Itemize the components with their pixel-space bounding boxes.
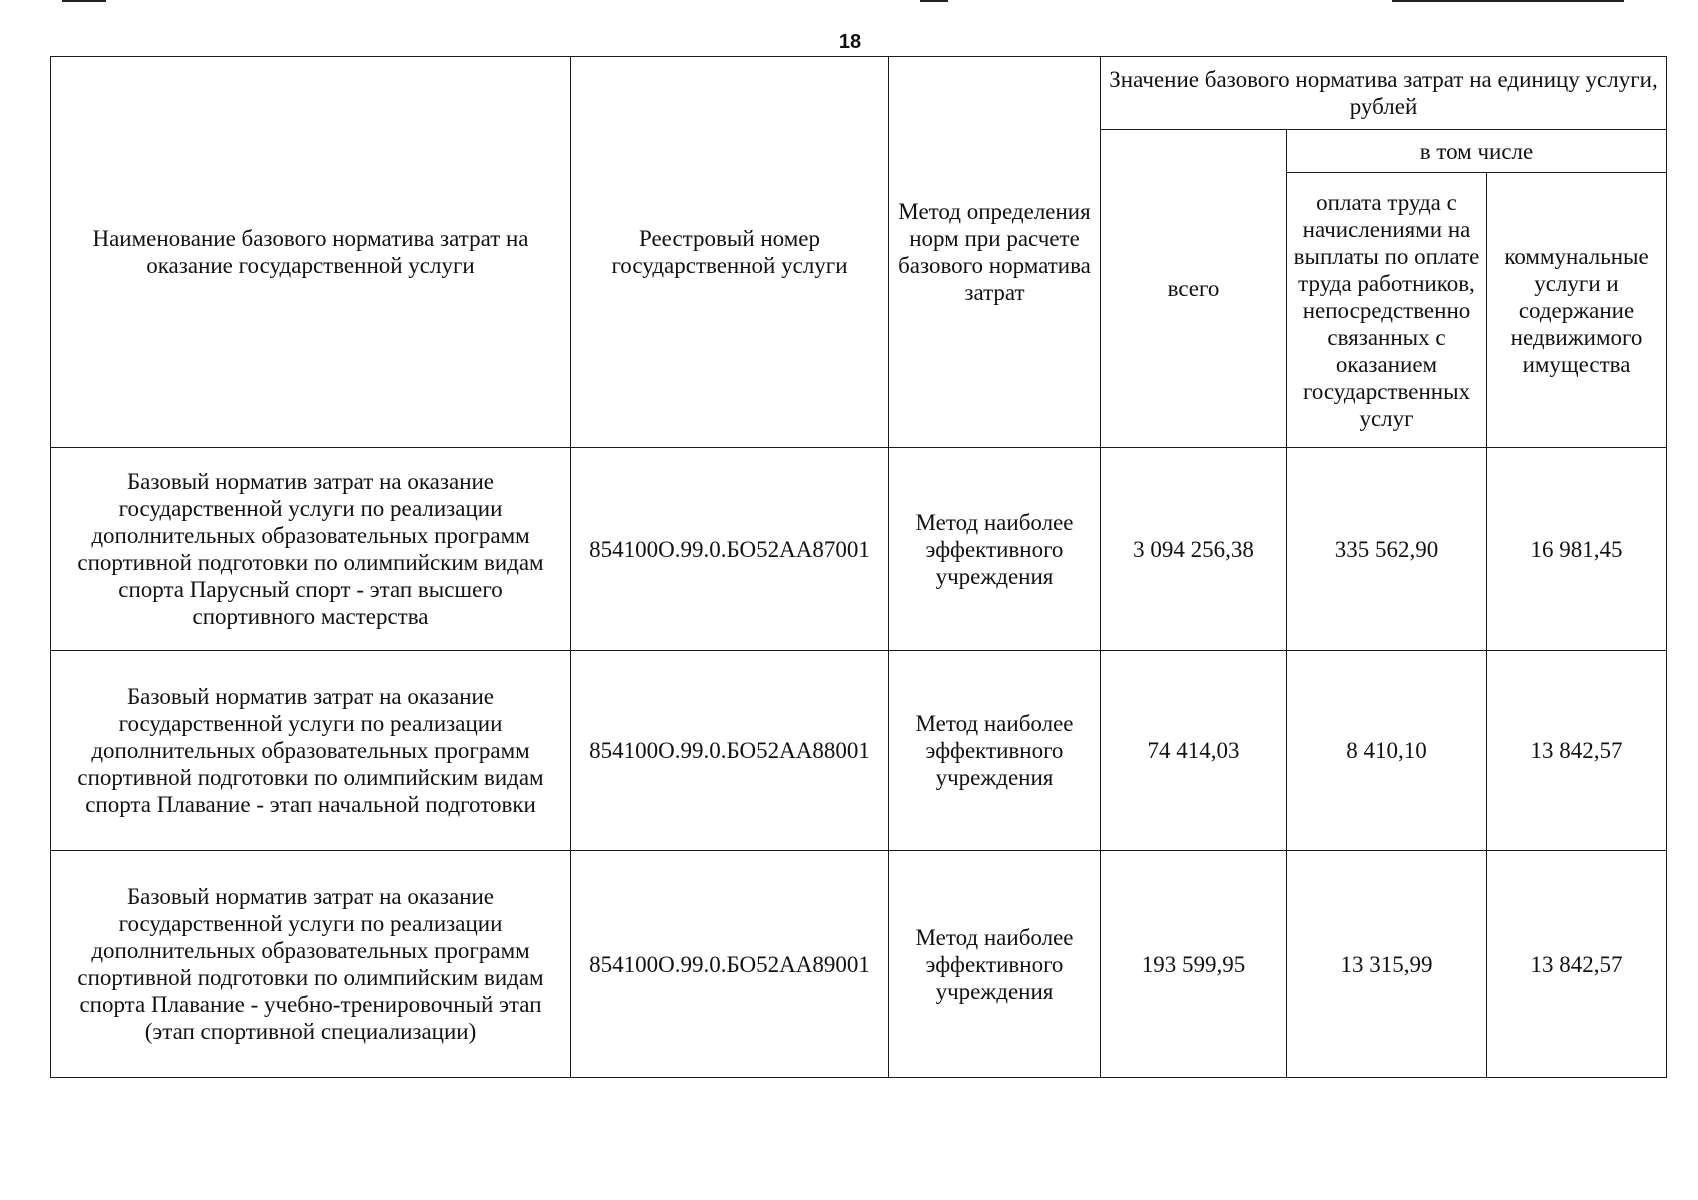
header-total: всего (1101, 130, 1287, 448)
scan-artifact-line (62, 0, 106, 2)
header-including: в том числе (1287, 130, 1667, 173)
cell-method: Метод наиболее эффективного учреждения (889, 651, 1101, 851)
cell-name: Базовый норматив затрат на оказание государственной услуги по реализации дополнительных образовательных программ спортивной подготовки по олимпийским видам спорта Плавание - этап начальной подготовки (51, 651, 571, 851)
table-row (51, 448, 1667, 651)
header-name: Наименование базового норматива затрат на оказание государственной услуги (51, 57, 571, 448)
scan-artifact-line (920, 0, 948, 2)
cell-salary: 8 410,10 (1287, 651, 1487, 851)
cell-salary: 335 562,90 (1287, 448, 1487, 651)
header-row-1 (51, 57, 1667, 130)
cell-total: 3 094 256,38 (1101, 448, 1287, 651)
cell-registry: 854100О.99.0.БО52АА87001 (571, 448, 889, 651)
cell-salary: 13 315,99 (1287, 851, 1487, 1078)
cell-registry: 854100О.99.0.БО52АА89001 (571, 851, 889, 1078)
cell-utilities: 13 842,57 (1487, 851, 1667, 1078)
cell-registry: 854100О.99.0.БО52АА88001 (571, 651, 889, 851)
cell-method: Метод наиболее эффективного учреждения (889, 448, 1101, 651)
cell-total: 193 599,95 (1101, 851, 1287, 1078)
base-cost-norm-table (50, 56, 1667, 1078)
cell-total: 74 414,03 (1101, 651, 1287, 851)
header-registry-number: Реестровый номер государственной услуги (571, 57, 889, 448)
header-utilities: коммунальные услуги и содержание недвижимого имущества (1487, 173, 1667, 448)
cell-method: Метод наиболее эффективного учреждения (889, 851, 1101, 1078)
header-value-group: Значение базового норматива затрат на единицу услуги, рублей (1101, 57, 1667, 130)
cell-utilities: 16 981,45 (1487, 448, 1667, 651)
cell-name: Базовый норматив затрат на оказание государственной услуги по реализации дополнительных образовательных программ спортивной подготовки по олимпийским видам спорта Парусный спорт - этап высшего спортивного мастерства (51, 448, 571, 651)
header-salary: оплата труда с начислениями на выплаты по оплате труда работников, непосредственно связанных с оказанием государственных услуг (1287, 173, 1487, 448)
table-row (51, 851, 1667, 1078)
cell-utilities: 13 842,57 (1487, 651, 1667, 851)
scan-artifact-line (1392, 0, 1624, 2)
header-method: Метод определения норм при расчете базового норматива затрат (889, 57, 1101, 448)
cell-name: Базовый норматив затрат на оказание государственной услуги по реализации дополнительных образовательных программ спортивной подготовки по олимпийским видам спорта Плавание - учебно-тренировочный этап (этап спортивной специализации) (51, 851, 571, 1078)
table-row (51, 651, 1667, 851)
page-number: 18 (838, 31, 862, 53)
